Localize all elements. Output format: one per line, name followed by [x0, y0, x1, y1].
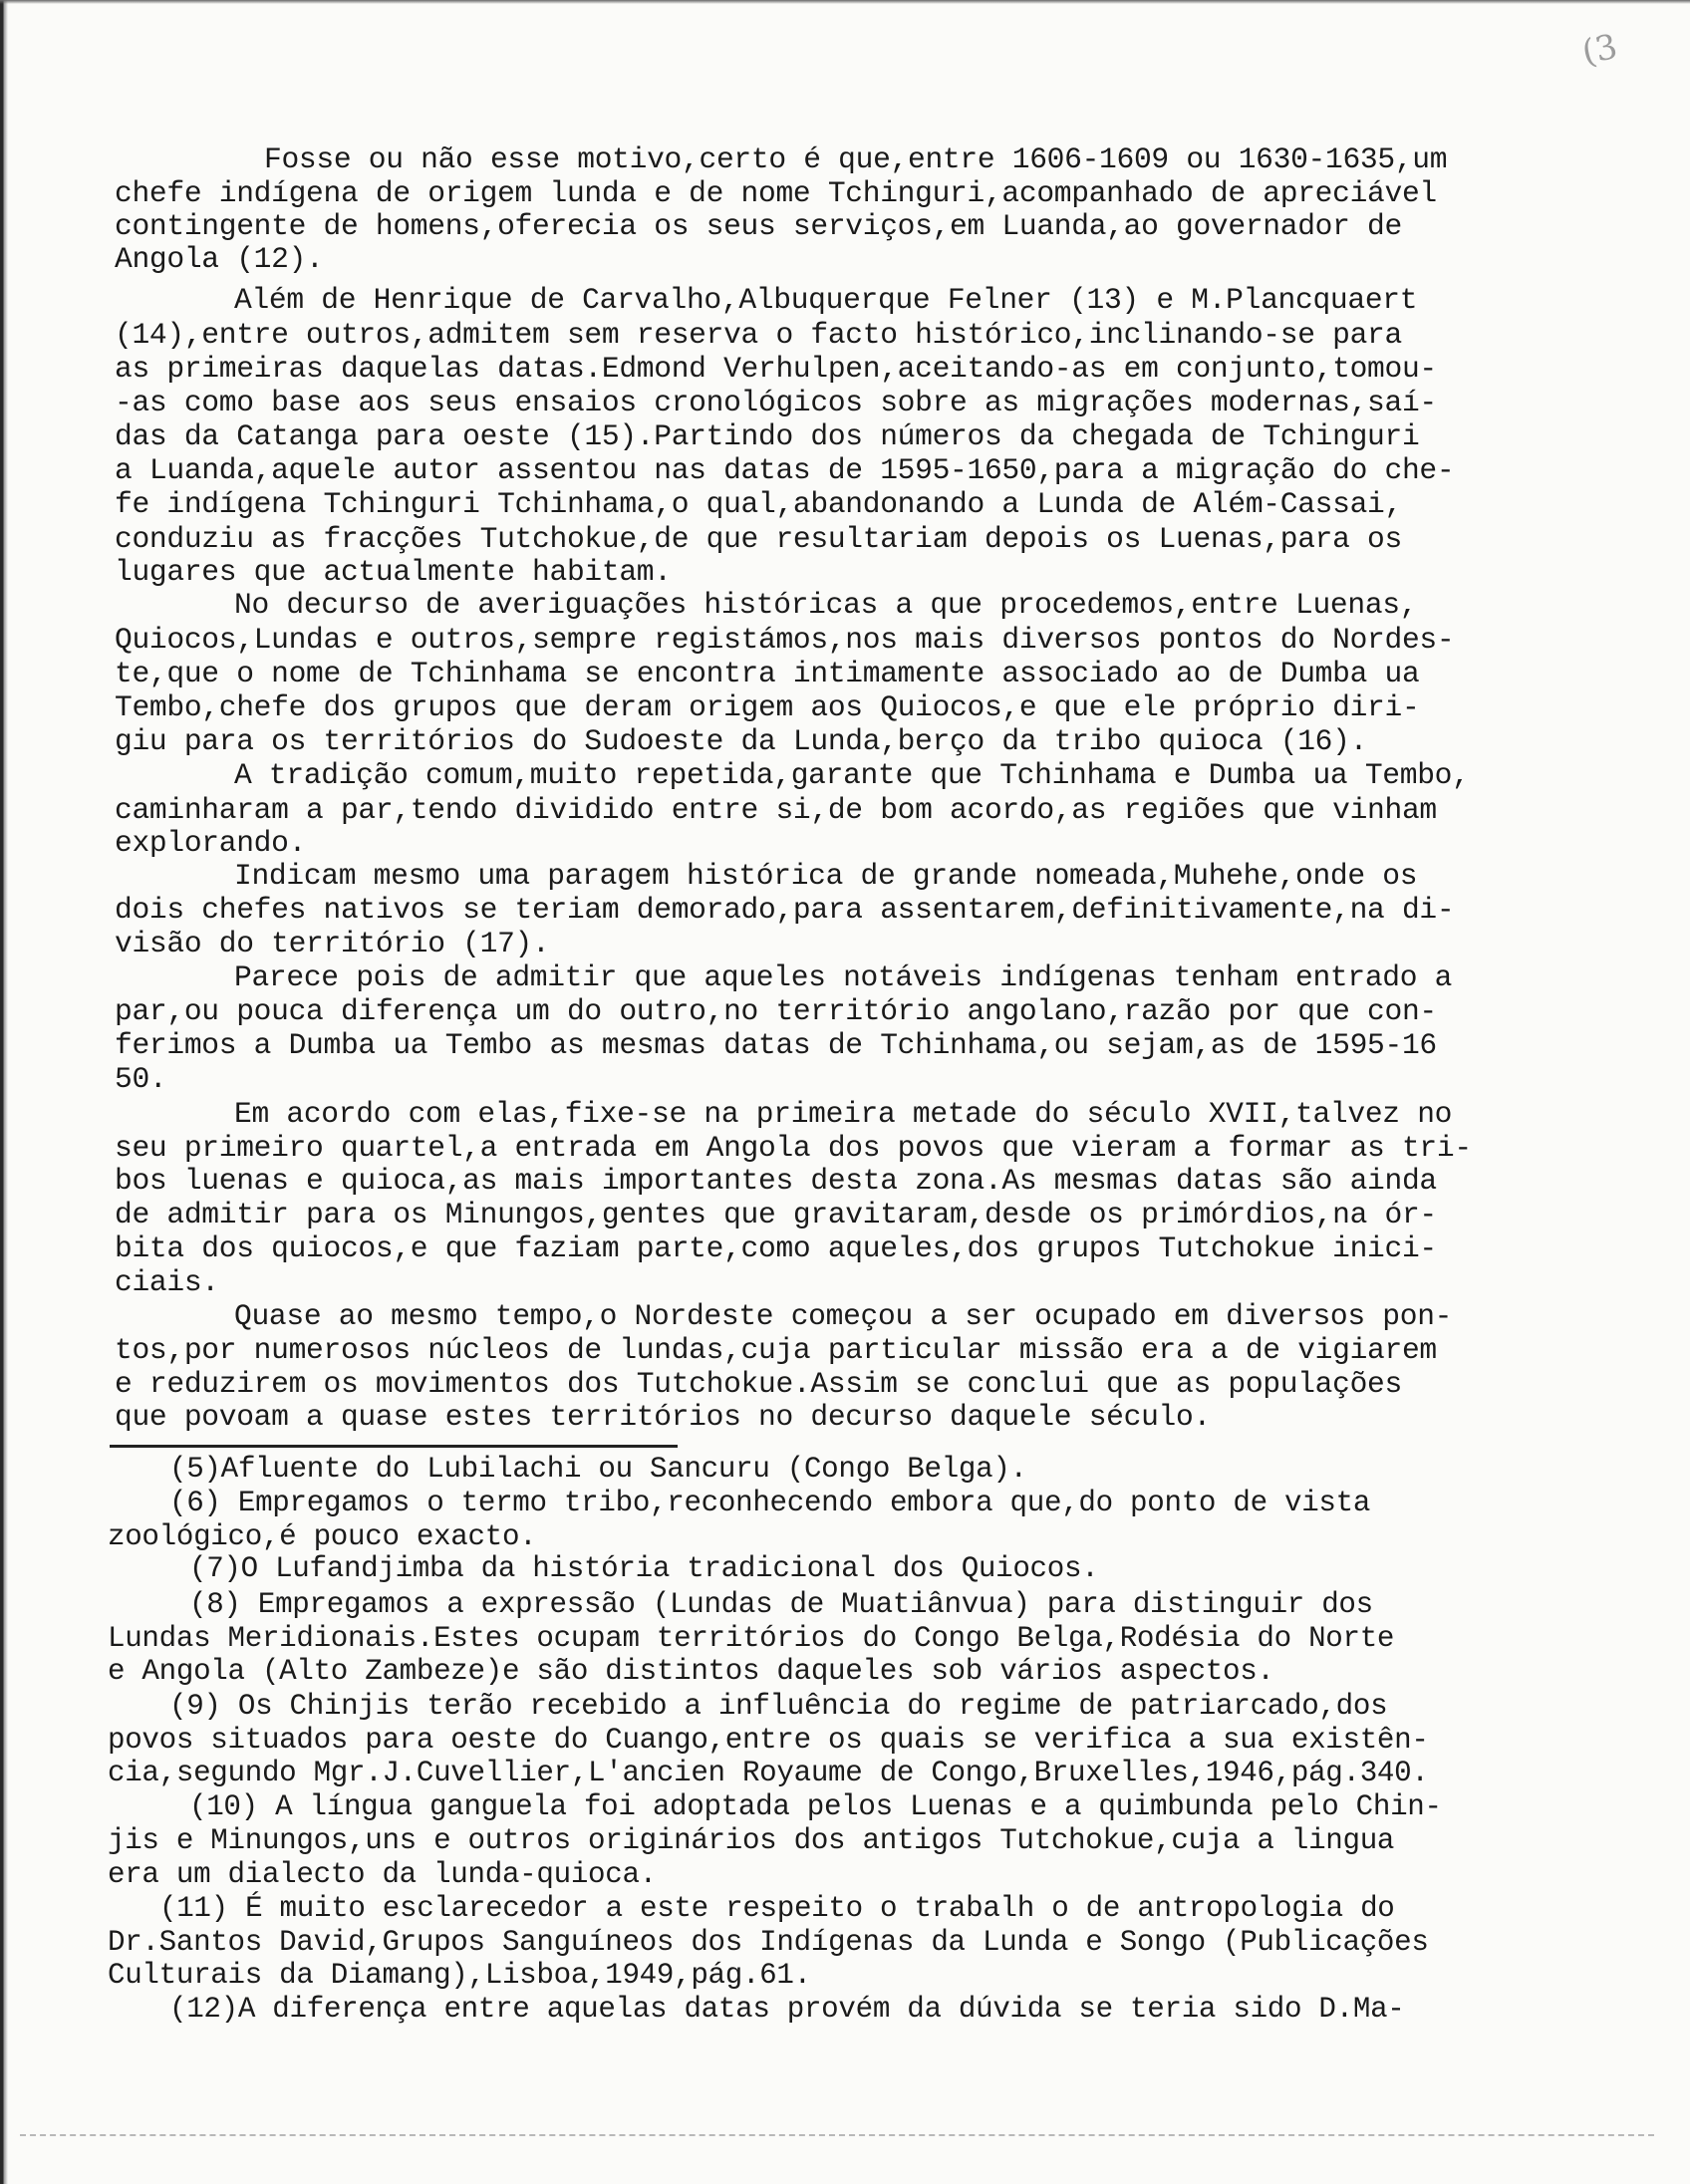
text-line: seu primeiro quartel,a entrada em Angola dos povos que vieram a formar as tri-	[115, 1131, 1472, 1165]
text-line: dois chefes nativos se teriam demorado,para assentarem,definitivamente,na di-	[115, 893, 1455, 927]
footnote-line: povos situados para oeste do Cuango,entre os quais se verifica a sua existên-	[108, 1724, 1429, 1757]
footnote-line: (12)A diferença entre aquelas datas provém da dúvida se teria sido D.Ma-	[169, 1993, 1405, 2026]
text-line: conduziu as fracções Tutchokue,de que resultariam depois os Luenas,para os	[115, 522, 1402, 556]
text-line: a Luanda,aquele autor assentou nas datas de 1595-1650,para a migração do che-	[115, 453, 1455, 487]
footnote-line: (7)O Lufandjimba da história tradicional dos Quiocos.	[189, 1552, 1099, 1585]
scan-bottom-artifact	[20, 2134, 1654, 2136]
footnote-line: Culturais da Diamang),Lisboa,1949,pág.61.	[108, 1959, 811, 1992]
text-line: Quiocos,Lundas e outros,sempre registámos,nos mais diversos pontos do Nordes-	[115, 623, 1455, 657]
text-line: as primeiras daquelas datas.Edmond Verhulpen,aceitando-as em conjunto,tomou-	[115, 352, 1437, 386]
text-line: Angola (12).	[115, 242, 324, 276]
text-line: bos luenas e quioca,as mais importantes desta zona.As mesmas datas são ainda	[115, 1164, 1437, 1198]
footnote-line: (6) Empregamos o termo tribo,reconhecendo embora que,do ponto de vista	[169, 1487, 1371, 1519]
text-line: 50.	[115, 1062, 167, 1096]
footnote-line: (9) Os Chinjis terão recebido a influência do regime de patriarcado,dos	[169, 1690, 1388, 1723]
text-line: das da Catanga para oeste (15).Partindo dos números da chegada de Tchinguri	[115, 419, 1420, 453]
page-number: (3	[1578, 26, 1621, 74]
text-line: Parece pois de admitir que aqueles notáveis indígenas tenham entrado a	[234, 960, 1453, 994]
text-line: e reduzirem os movimentos dos Tutchokue.Assim se conclui que as populações	[115, 1367, 1402, 1401]
footnote-line: Lundas Meridionais.Estes ocupam territórios do Congo Belga,Rodésia do Norte	[108, 1622, 1395, 1655]
text-line: Quase ao mesmo tempo,o Nordeste começou a ser ocupado em diversos pon-	[234, 1299, 1453, 1333]
text-line: No decurso de averiguações históricas a que procedemos,entre Luenas,	[234, 588, 1418, 622]
text-line: bita dos quiocos,e que faziam parte,como aqueles,dos grupos Tutchokue inici-	[115, 1231, 1437, 1265]
footnote-line: e Angola (Alto Zambeze)e são distintos daqueles sob vários aspectos.	[108, 1655, 1274, 1688]
text-line: chefe indígena de origem lunda e de nome Tchinguri,acompanhado de apreciável	[115, 176, 1437, 210]
footnote-line: zoológico,é pouco exacto.	[108, 1520, 537, 1553]
text-line: tos,por numerosos núcleos de lundas,cuja particular missão era a de vigiarem	[115, 1333, 1437, 1367]
scan-left-edge	[0, 0, 8, 2184]
text-line: caminharam a par,tendo dividido entre si,de bom acordo,as regiões que vinham	[115, 793, 1437, 827]
text-line: giu para os territórios do Sudoeste da Lunda,berço da tribo quioca (16).	[115, 724, 1368, 758]
footnote-line: (10) A língua ganguela foi adoptada pelos Luenas e a quimbunda pelo Chin-	[189, 1790, 1442, 1823]
text-line: Tembo,chefe dos grupos que deram origem aos Quiocos,e que ele próprio diri-	[115, 690, 1420, 724]
footnote-rule	[110, 1445, 678, 1448]
text-line: explorando.	[115, 826, 307, 860]
footnote-line: cia,segundo Mgr.J.Cuvellier,L'ancien Royaume de Congo,Bruxelles,1946,pág.340.	[108, 1757, 1429, 1789]
text-line: Em acordo com elas,fixe-se na primeira metade do século XVII,talvez no	[234, 1097, 1453, 1131]
text-line: ferimos a Dumba ua Tembo as mesmas datas de Tchinhama,ou sejam,as de 1595-16	[115, 1028, 1437, 1062]
text-line: de admitir para os Minungos,gentes que gravitaram,desde os primórdios,na ór-	[115, 1198, 1437, 1231]
text-line: -as como base aos seus ensaios cronológicos sobre as migrações modernas,saí-	[115, 386, 1437, 419]
text-line: visão do território (17).	[115, 927, 550, 960]
footnote-line: (8) Empregamos a expressão (Lundas de Muatiânvua) para distinguir dos	[189, 1588, 1373, 1621]
text-line: lugares que actualmente habitam.	[115, 555, 672, 589]
text-line: contingente de homens,oferecia os seus serviços,em Luanda,ao governador de	[115, 209, 1402, 243]
text-line: A tradição comum,muito repetida,garante que Tchinhama e Dumba ua Tembo,	[234, 758, 1470, 792]
footnote-line: (11) É muito esclarecedor a este respeito o trabalh o de antropologia do	[159, 1892, 1395, 1925]
text-line: Indicam mesmo uma paragem histórica de grande nomeada,Muhehe,onde os	[234, 859, 1418, 893]
text-line: Além de Henrique de Carvalho,Albuquerque Felner (13) e M.Plancquaert	[234, 283, 1418, 317]
footnote-line: era um dialecto da lunda-quioca.	[108, 1858, 657, 1891]
scan-top-edge	[0, 0, 1690, 4]
text-line: que povoam a quase estes territórios no decurso daquele século.	[115, 1400, 1211, 1434]
text-line: ciais.	[115, 1265, 219, 1299]
text-line: te,que o nome de Tchinhama se encontra intimamente associado ao de Dumba ua	[115, 657, 1420, 690]
footnote-line: (5)Afluente do Lubilachi ou Sancuru (Congo Belga).	[169, 1453, 1027, 1486]
text-line: par,ou pouca diferença um do outro,no território angolano,razão por que con-	[115, 994, 1437, 1028]
text-line: fe indígena Tchinguri Tchinhama,o qual,abandonando a Lunda de Além-Cassai,	[115, 487, 1402, 521]
footnote-line: jis e Minungos,uns e outros originários dos antigos Tutchokue,cuja a lingua	[108, 1824, 1395, 1857]
text-line: Fosse ou não esse motivo,certo é que,entre 1606-1609 ou 1630-1635,um	[264, 142, 1448, 176]
text-line: (14),entre outros,admitem sem reserva o facto histórico,inclinando-se para	[115, 318, 1402, 352]
footnote-line: Dr.Santos David,Grupos Sanguíneos dos Indígenas da Lunda e Songo (Publicações	[108, 1926, 1429, 1959]
